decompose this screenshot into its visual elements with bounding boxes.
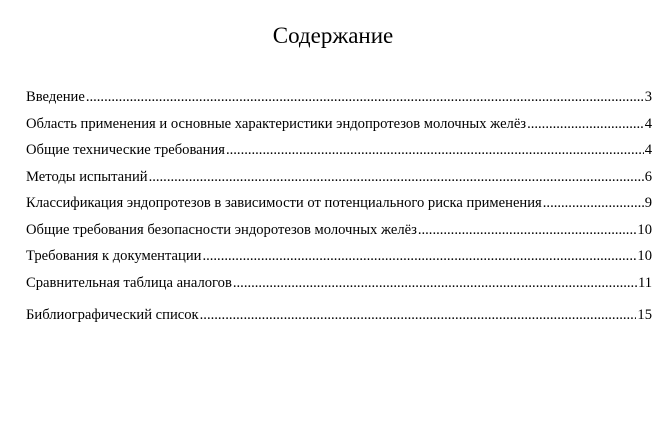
dot-leader xyxy=(202,246,636,266)
toc-entry-label: Методы испытаний xyxy=(26,168,148,185)
toc-entry-label: Введение xyxy=(26,89,85,105)
toc-entry-label: Библиографический список xyxy=(26,307,199,323)
toc-entry-label: Классификация эндопротезов в зависимости от потенциального риска применения xyxy=(26,195,542,211)
toc-entry-documentation-requirements[interactable] xyxy=(26,246,652,273)
toc-entry-page: 9 xyxy=(644,195,652,211)
toc-entry-classification[interactable] xyxy=(26,193,652,220)
dot-leader xyxy=(149,167,644,187)
dot-leader xyxy=(233,273,637,293)
toc-entry-technical-requirements[interactable] xyxy=(26,140,652,167)
toc-entry-page: 10 xyxy=(637,248,652,264)
toc-entry-page: 4 xyxy=(644,142,652,158)
toc-entry-test-methods[interactable] xyxy=(26,167,652,194)
toc-entry-page: 4 xyxy=(644,115,652,132)
toc-entry-label: Область применения и основные характеристики эндопротезов молочных желёз xyxy=(26,115,527,132)
toc-entry-label: Общие технические требования xyxy=(26,142,225,158)
toc-entry-scope[interactable] xyxy=(26,114,652,141)
dot-leader xyxy=(418,220,637,240)
toc-entry-page: 10 xyxy=(637,221,652,238)
toc-entry-page: 11 xyxy=(637,274,652,291)
toc-entry-bibliography[interactable] xyxy=(26,305,652,332)
dot-leader xyxy=(543,193,644,213)
toc-entry-comparison-table[interactable] xyxy=(26,273,652,300)
toc-entry-label: Общие требования безопасности эндоротезов молочных желёз xyxy=(26,221,417,238)
dot-leader xyxy=(200,305,637,325)
dot-leader xyxy=(226,140,644,160)
toc-entry-page: 15 xyxy=(637,307,652,323)
toc-entry-introduction[interactable] xyxy=(26,87,652,114)
toc-entry-safety-requirements[interactable] xyxy=(26,220,652,247)
page-title: Содержание xyxy=(272,23,394,49)
toc-entry-page: 3 xyxy=(644,89,652,105)
dot-leader xyxy=(527,114,644,134)
toc-entry-label: Требования к документации xyxy=(26,248,202,264)
toc-entry-label: Сравнительная таблица аналогов xyxy=(26,274,232,291)
dot-leader xyxy=(86,87,644,107)
table-of-contents xyxy=(26,87,652,332)
toc-entry-page: 6 xyxy=(644,168,652,185)
